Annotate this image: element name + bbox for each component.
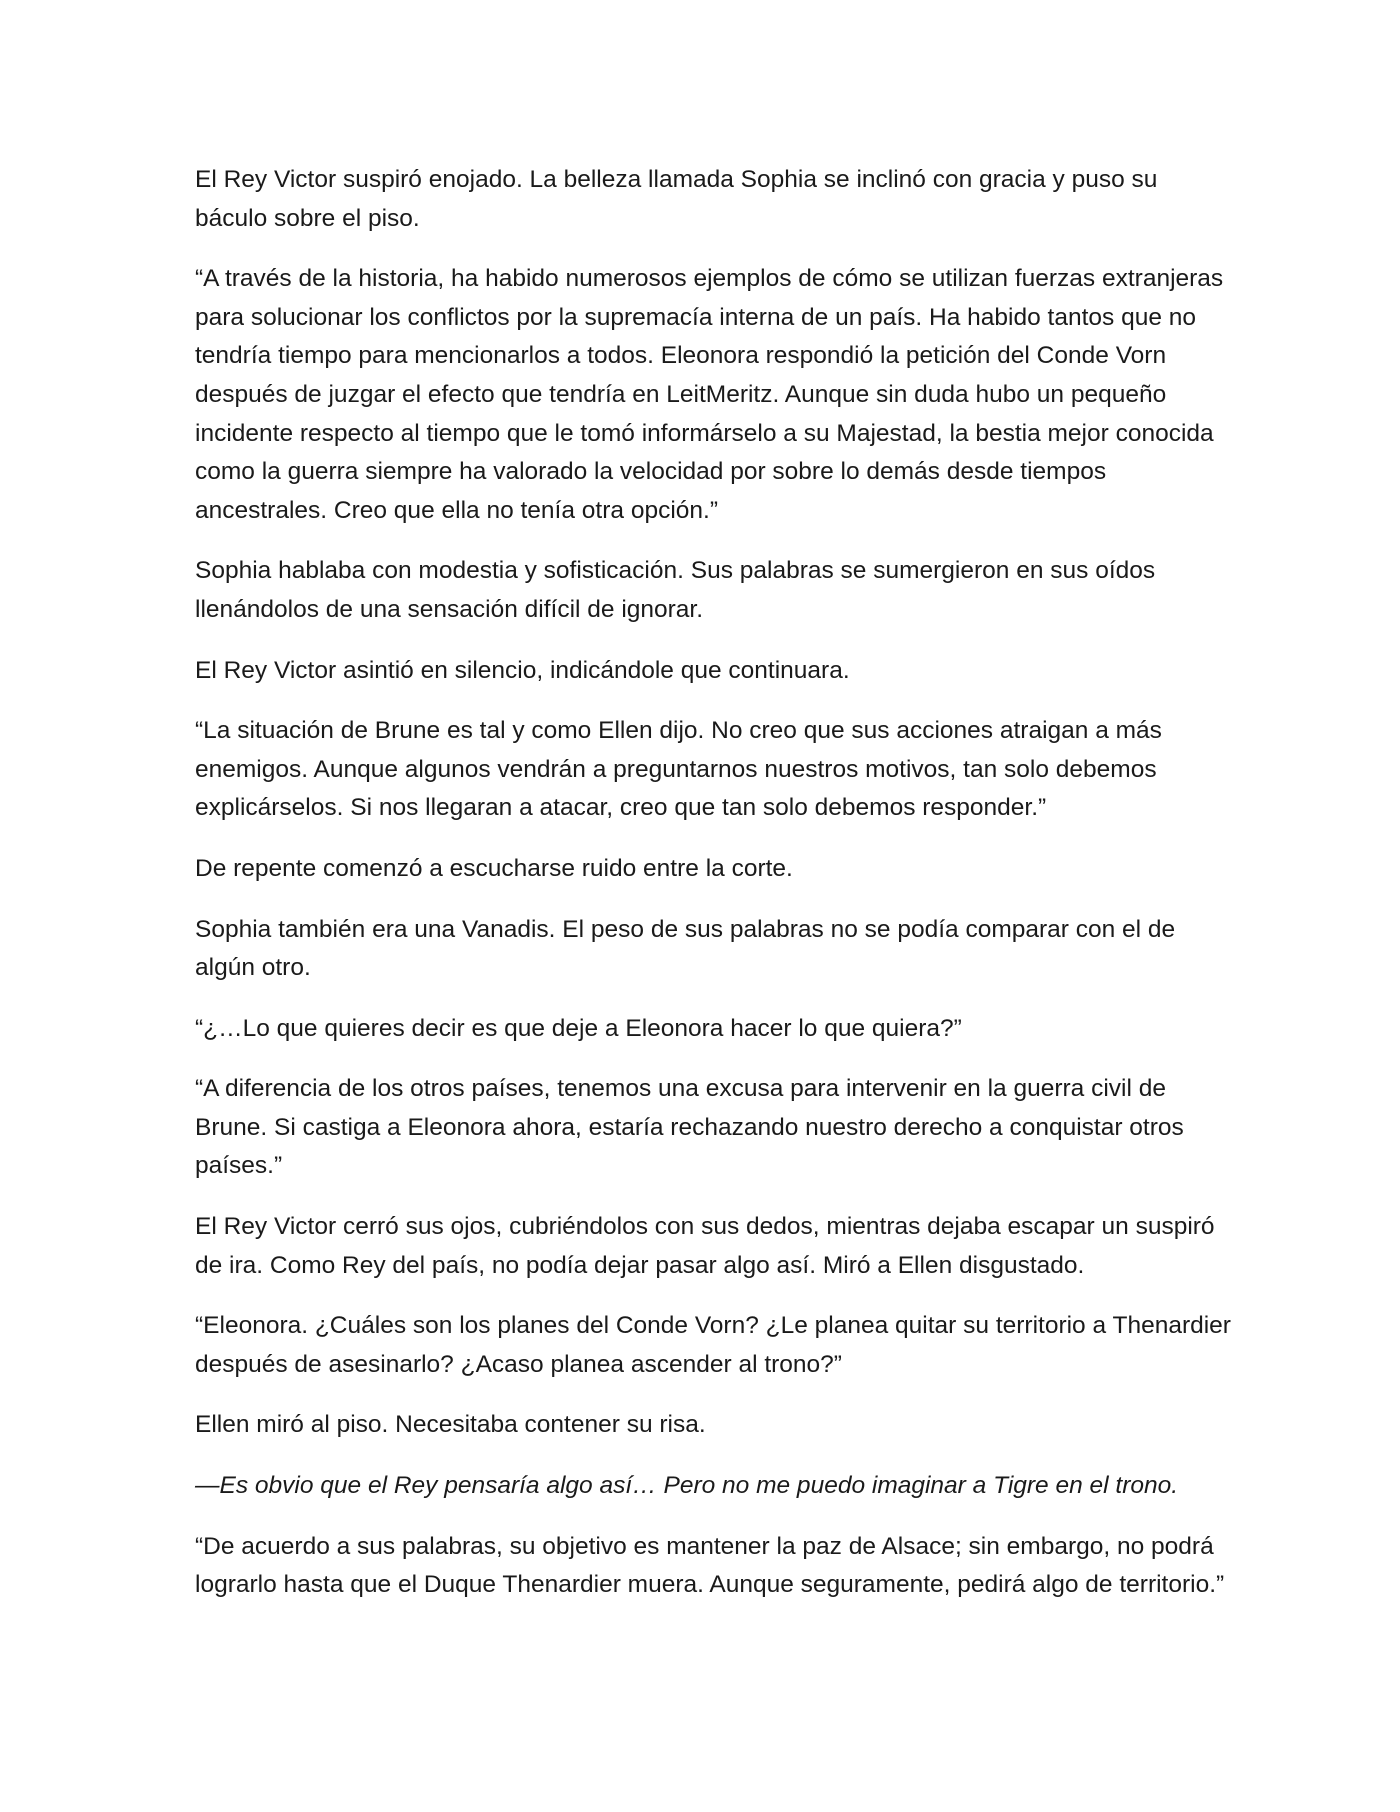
paragraph: El Rey Victor suspiró enojado. La belleza llamada Sophia se inclinó con gracia y puso su báculo sobre el piso. bbox=[195, 166, 1158, 232]
document-body bbox=[195, 161, 1235, 1627]
paragraph: Sophia hablaba con modestia y sofisticación. Sus palabras se sumergieron en sus oídos llenándolos de una sensación difícil de ignorar. bbox=[195, 557, 1156, 623]
paragraph: “Eleonora. ¿Cuáles son los planes del Conde Vorn? ¿Le planea quitar su territorio a Thenardier después de asesinarlo? ¿Acaso planea ascender al trono?” bbox=[195, 1312, 1231, 1378]
paragraph: De repente comenzó a escucharse ruido entre la corte. bbox=[195, 854, 793, 882]
paragraph-italic-thought: —Es obvio que el Rey pensaría algo así… Pero no me puedo imaginar a Tigre en el trono. bbox=[195, 1472, 1179, 1500]
paragraph: El Rey Victor cerró sus ojos, cubriéndolos con sus dedos, mientras dejaba escapar un suspiró de ira. Como Rey del país, no podía dejar pasar algo así. Miró a Ellen disgustado. bbox=[195, 1213, 1215, 1279]
paragraph: “La situación de Brune es tal y como Ellen dijo. No creo que sus acciones atraigan a más enemigos. Aunque algunos vendrán a preguntarnos nuestros motivos, tan solo debemos explicárselos. Si nos llegaran a atacar, creo que tan solo debemos responder.” bbox=[195, 717, 1162, 822]
paragraph: “A diferencia de los otros países, tenemos una excusa para intervenir en la guerra civil de Brune. Si castiga a Eleonora ahora, estaría rechazando nuestro derecho a conquistar otros países.” bbox=[195, 1075, 1184, 1180]
paragraph: Ellen miró al piso. Necesitaba contener su risa. bbox=[195, 1411, 706, 1439]
paragraph: “De acuerdo a sus palabras, su objetivo es mantener la paz de Alsace; sin embargo, no podrá lograrlo hasta que el Duque Thenardier muera. Aunque seguramente, pedirá algo de territorio.” bbox=[195, 1532, 1225, 1599]
paragraph: Sophia también era una Vanadis. El peso de sus palabras no se podía comparar con el de algún otro. bbox=[195, 915, 1176, 982]
paragraph: El Rey Victor asintió en silencio, indicándole que continuara. bbox=[195, 656, 850, 684]
paragraph: “¿…Lo que quieres decir es que deje a Eleonora hacer lo que quiera?” bbox=[195, 1014, 962, 1042]
paragraph: “A través de la historia, ha habido numerosos ejemplos de cómo se utilizan fuerzas extranjeras para solucionar los conflictos por la supremacía interna de un país. Ha habido tantos que no tendría tiempo para mencionarlos a todos. Eleonora respondió la petición del Conde Vorn después de juzgar el efecto que tendría en LeitMeritz. Aunque sin duda hubo un pequeño incidente respecto al tiempo que le tomó informárselo a su Majestad, la bestia mejor conocida como la guerra siempre ha valorado la velocidad por sobre lo demás desde tiempos ancestrales. Creo que ella no tenía otra opción.” bbox=[195, 265, 1224, 524]
